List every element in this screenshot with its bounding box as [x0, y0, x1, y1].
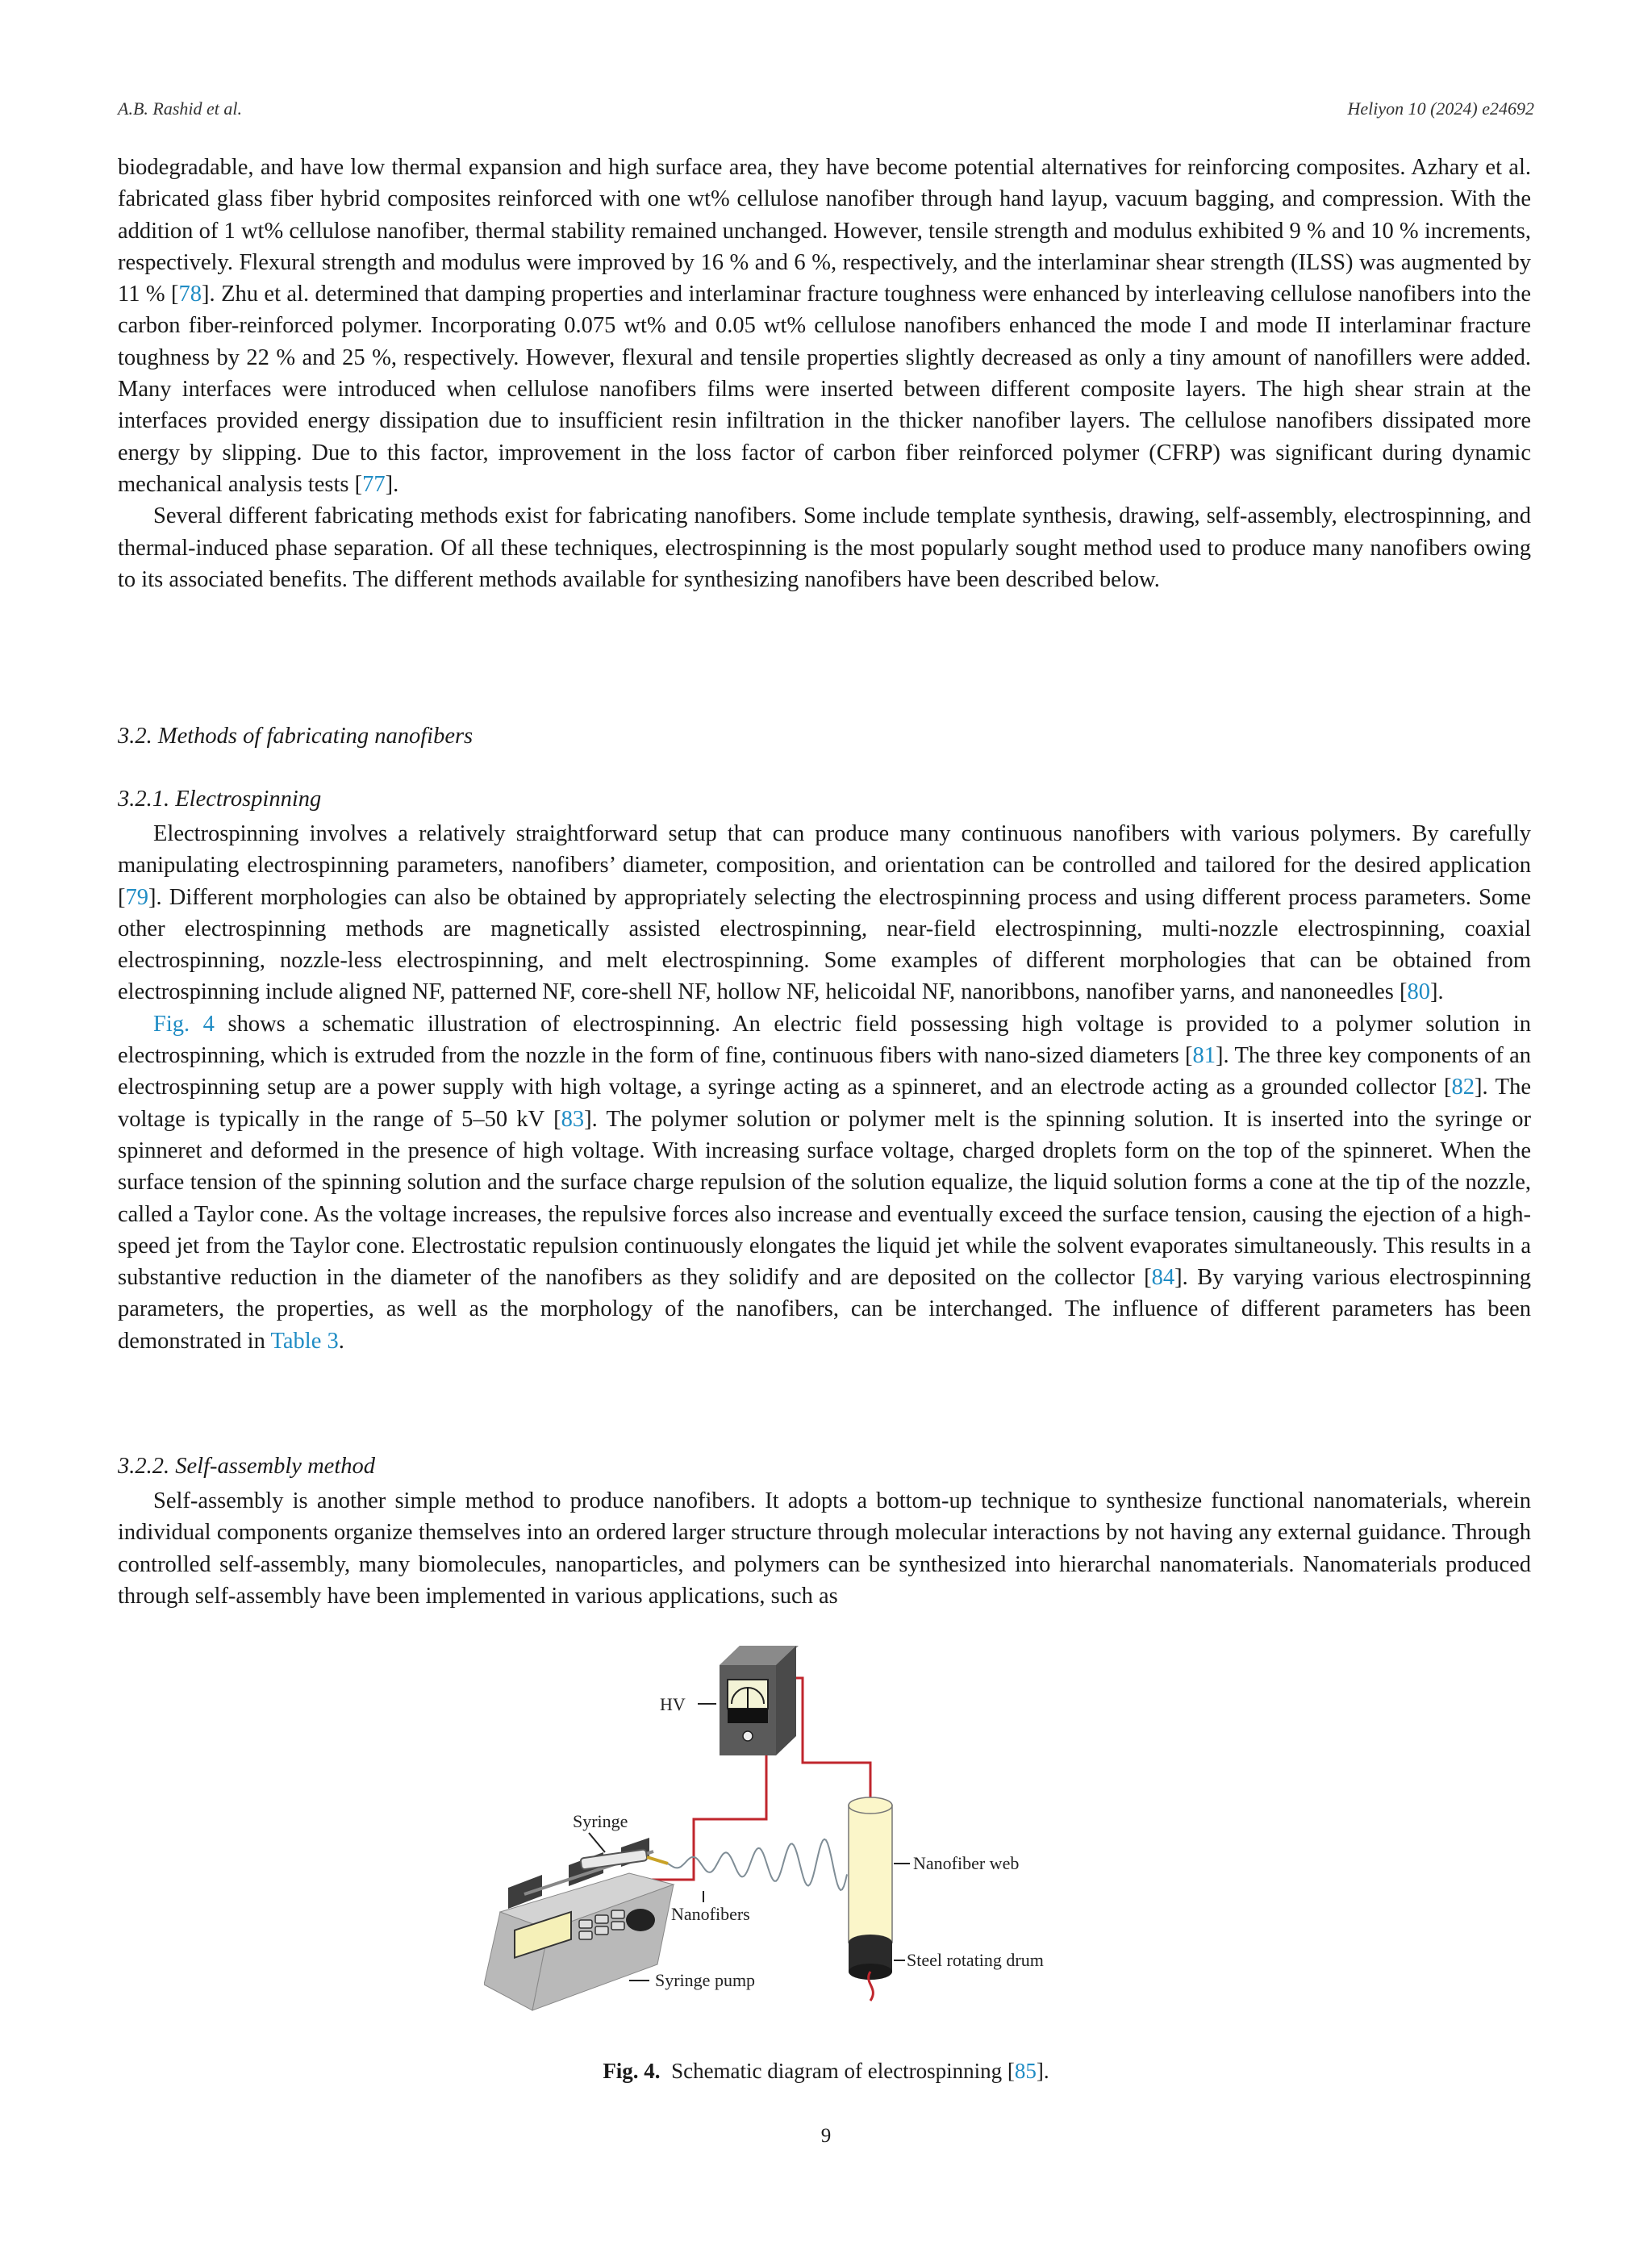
syringe: [573, 1811, 668, 1869]
running-head-authors: A.B. Rashid et al.: [118, 98, 242, 119]
figure-caption: [0, 2059, 1652, 2084]
paragraph-text: ]. By varying various electrospinning parameters, the properties, as well as the morphology of the nanofibers, can be interchanged. The influence of different parameters has been demonstrated in: [118, 1265, 1531, 1354]
label-steel-rotating-drum: Steel rotating drum: [907, 1950, 1044, 1970]
rotating-drum: [849, 1797, 1044, 2001]
figure-caption-text: Schematic diagram of electrospinning [: [671, 2059, 1015, 2083]
paragraph-methods-intro: Several different fabricating methods exist for fabricating nanofibers. Some include template synthesis, drawing, self-assembly, electrospinning, and thermal-induced phase separation. Of all these techniques, electrospinning is the most popularly sought method used to produce many nanofibers owing to its associated benefits. The different methods available for synthesizing nanofibers have been described below.: [118, 503, 1531, 592]
paragraph-text: ].: [385, 471, 399, 497]
citation-link[interactable]: 85: [1014, 2059, 1037, 2083]
pump-dial: [626, 1909, 655, 1931]
running-head-journal: Heliyon 10 (2024) e24692: [1347, 98, 1534, 119]
figure-link[interactable]: Fig. 4: [153, 1011, 215, 1037]
paragraph-text: shows a schematic illustration of electrospinning. An electric field possessing high voltage is provided to a polymer solution in electrospinning, which is extruded from the nozzle in the form of fine, continuous fibers with nano-sized diameters [: [118, 1011, 1531, 1069]
label-syringe: Syringe: [573, 1811, 628, 1831]
body-block-3: [118, 1485, 1531, 1612]
citation-link[interactable]: 78: [178, 282, 202, 307]
section-heading-3-2: 3.2. Methods of fabricating nanofibers: [118, 724, 473, 749]
section-heading-3-2-2: 3.2.2. Self-assembly method: [118, 1454, 375, 1479]
paragraph-text: ]. The three key components of an electrospinning setup are a power supply with high voltage, a syringe acting as a spinneret, and an electrode acting as a grounded collector [: [118, 1043, 1531, 1100]
page-number: 9: [820, 2125, 832, 2147]
citation-link[interactable]: 81: [1192, 1043, 1216, 1069]
hv-power-supply: [660, 1646, 799, 1755]
paragraph-text: ]. Different morphologies can also be obtained by appropriately selecting the electrospinning process and using different process parameters. Some other electrospinning methods are magnetically assisted electrospinning, near-field electrospinning, multi-nozzle electrospinning, coaxial electrospinning, nozzle-less electrospinning, and melt electrospinning. Some examples of different morphologies that can be obtained from electrospinning include aligned NF, patterned NF, core-shell NF, hollow NF, helicoidal NF, nanoribbons, nanofiber yarns, and nanoneedles [: [118, 884, 1531, 1005]
paragraph-text: ]. Zhu et al. determined that damping properties and interlaminar fracture toughness were enhanced by interleaving cellulose nanofibers into the carbon fiber-reinforced polymer. Incorporating 0.075 wt% and 0.05 wt% cellulose nanofibers enhanced the mode I and mode II interlaminar fracture toughness by 22 % and 25 %, respectively. However, flexural and tensile properties slightly decreased as only a tiny amount of nanofillers were added. Many interfaces were introduced when cellulose nanofibers films were inserted between different composite layers. The high shear strain at the interfaces provided energy dissipation due to insufficient resin infiltration in the thicker nanofiber layers. The cellulose nanofibers dissipated more energy by slipping. Due to this factor, improvement in the loss factor of carbon fiber reinforced polymer (CFRP) was significant during dynamic mechanical analysis tests [: [118, 282, 1531, 497]
figure-electrospinning-schematic: [484, 1646, 1170, 2033]
drum-top: [849, 1797, 892, 1814]
paragraph-fig4-description: [118, 1008, 1531, 1357]
running-head: [118, 98, 1534, 126]
citation-link[interactable]: 80: [1407, 979, 1430, 1005]
paragraph-text: ]. The voltage is typically in the range of 5–50 kV [: [118, 1075, 1531, 1132]
table-link[interactable]: Table 3: [270, 1328, 339, 1354]
hv-knob: [743, 1731, 753, 1741]
figure-caption-end: ].: [1036, 2059, 1049, 2083]
paragraph-self-assembly: Self-assembly is another simple method to produce nanofibers. It adopts a bottom-up technique to synthesize functional nanomaterials, wherein individual components organize themselves into an ordered larger structure through molecular interactions by not having any external guidance. Through controlled self-assembly, many biomolecules, nanoparticles, and polymers can be synthesized into hierarchal nanomaterials. Nanomaterials produced through self-assembly have been implemented in various applications, such as: [118, 1488, 1531, 1609]
paragraph-text: biodegradable, and have low thermal expansion and high surface area, they have become potential alternatives for reinforcing composites. Azhary et al. fabricated glass fiber hybrid composites reinforced with one wt% cellulose nanofiber through hand layup, vacuum bagging, and compression. With the addition of 1 wt% cellulose nanofiber, thermal stability remained unchanged. However, tensile strength and modulus exhibited 9 % and 10 % increments, respectively. Flexural strength and modulus were improved by 16 % and 6 %, respectively, and the interlaminar shear strength (ILSS) was augmented by 11 % [: [118, 155, 1531, 307]
label-nanofibers: Nanofibers: [671, 1904, 750, 1924]
figure-caption-label: Fig. 4.: [603, 2059, 661, 2083]
citation-link[interactable]: 77: [362, 471, 386, 497]
hv-meter-base: [728, 1709, 768, 1723]
electrospinning-diagram: [484, 1646, 1170, 2033]
paragraph-continued: [118, 152, 1531, 500]
paragraph-electrospinning: [118, 818, 1531, 1008]
label-nanofiber-web: Nanofiber web: [913, 1853, 1020, 1873]
paragraph-text: Electrospinning involves a relatively straightforward setup that can produce many continuous nanofibers with various polymers. By carefully manipulating electrospinning parameters, nanofibers’ diameter, composition, and orientation can be controlled and tailored for the desired application [: [118, 821, 1531, 910]
citation-link[interactable]: 79: [125, 884, 148, 910]
drum-body: [849, 1805, 892, 1943]
citation-link[interactable]: 82: [1451, 1075, 1475, 1100]
body-block-1: [118, 152, 1531, 595]
label-syringe-pump: Syringe pump: [655, 1970, 756, 1990]
citation-link[interactable]: 84: [1151, 1265, 1175, 1291]
paragraph-text: .: [338, 1328, 344, 1354]
section-heading-3-2-1: 3.2.1. Electrospinning: [118, 787, 322, 812]
citation-link[interactable]: 83: [561, 1106, 585, 1132]
paragraph-text: ].: [1429, 979, 1444, 1005]
syringe-needle: [647, 1857, 668, 1864]
syringe-barrel: [580, 1849, 647, 1869]
body-block-2: [118, 818, 1531, 1357]
syringe-pointer-line: [589, 1833, 605, 1852]
label-hv: HV: [660, 1694, 686, 1714]
paragraph-text: ]. The polymer solution or polymer melt is the spinning solution. It is inserted into the syringe or spinneret and deformed in the presence of high voltage. With increasing surface voltage, charged droplets form on the top of the spinneret. When the surface tension of the spinning solution and the surface charge repulsion of the solution equalize, the liquid solution forms a cone at the tip of the nozzle, called a Taylor cone. As the voltage increases, the repulsive forces also increase and eventually exceed the surface tension, causing the ejection of a high-speed jet from the Taylor cone. Electrostatic repulsion continuously elongates the liquid jet while the solvent evaporates simultaneously. This results in a substantive reduction in the diameter of the nanofibers as they solidify and are deposited on the collector [: [118, 1106, 1531, 1291]
